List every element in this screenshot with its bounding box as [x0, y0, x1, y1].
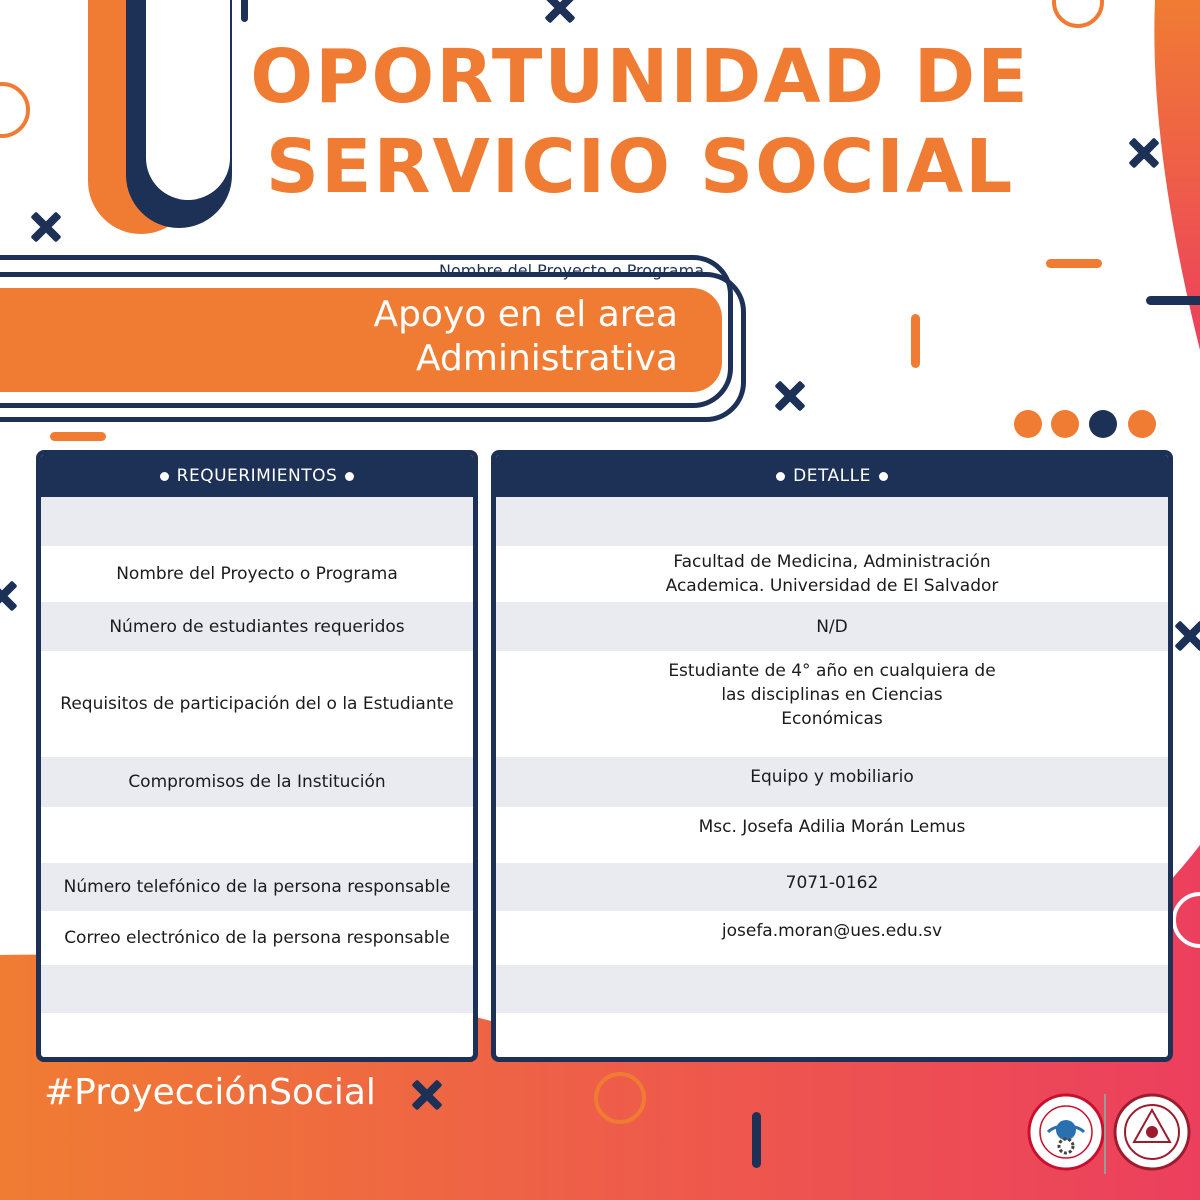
- cross-decoration: [30, 211, 62, 243]
- table-row: Msc. Josefa Adilia Morán Lemus: [698, 817, 966, 837]
- dot-orange: [1051, 410, 1079, 438]
- title-line-2: SERVICIO SOCIAL: [265, 124, 1015, 210]
- project-name-box: [0, 288, 722, 392]
- table-row: Requisitos de participación del o la Estudiante: [60, 694, 454, 714]
- navy-bar-right: [1146, 296, 1200, 305]
- details-header-label: DETALLE: [793, 466, 871, 486]
- bullet-icon: [345, 472, 354, 481]
- table-row: [41, 807, 473, 863]
- details-panel: [491, 450, 1173, 1062]
- table-row: Correo electrónico de la persona responsable: [64, 928, 450, 948]
- hashtag: #ProyecciónSocial: [44, 1072, 376, 1113]
- project-name-line-1: Apoyo en el area: [373, 294, 678, 335]
- cross-decoration: [1128, 137, 1160, 169]
- details-header: [496, 455, 1168, 497]
- dot-navy: [1089, 410, 1117, 438]
- project-label: Nombre del Proyecto o Programa: [438, 261, 704, 280]
- table-row: [496, 1013, 1168, 1057]
- cross-decoration: [774, 380, 806, 412]
- bullet-icon: [160, 472, 169, 481]
- orange-bar-right: [1046, 259, 1102, 268]
- table-row: Facultad de Medicina, Administración Academica. Universidad de El Salvador: [665, 552, 999, 596]
- dot-orange: [1128, 410, 1156, 438]
- cross-decoration: [544, 0, 576, 24]
- bullet-icon: [879, 472, 888, 481]
- table-row: [496, 497, 1168, 546]
- table-row: Compromisos de la Institución: [41, 757, 473, 807]
- table-row: N/D: [496, 602, 1168, 651]
- table-row: [41, 1013, 473, 1057]
- logo-divider: [1104, 1094, 1106, 1174]
- table-row: [41, 497, 473, 546]
- project-name-line-2: Administrativa: [416, 338, 678, 379]
- table-row: Nombre del Proyecto o Programa: [116, 564, 398, 584]
- white-pill-shape: [146, 0, 230, 200]
- table-row: [41, 965, 473, 1013]
- cross-decoration: [0, 580, 18, 612]
- requirements-panel: [36, 450, 478, 1062]
- table-row: Equipo y mobiliario: [496, 757, 1168, 807]
- requirements-header: [41, 455, 473, 497]
- orange-bar-vertical: [911, 314, 920, 368]
- title-line-1: OPORTUNIDAD DE: [250, 34, 1030, 120]
- bullet-icon: [776, 472, 785, 481]
- requirements-header-label: REQUERIMIENTOS: [176, 466, 338, 486]
- ring-bottom: [594, 1072, 646, 1124]
- orange-bar-left: [50, 432, 106, 441]
- navy-bar-top: [241, 0, 248, 22]
- university-seal-logo: [1112, 1092, 1192, 1172]
- table-row: [496, 965, 1168, 1013]
- table-row: 7071-0162: [496, 863, 1168, 911]
- table-row: josefa.moran@ues.edu.sv: [721, 921, 943, 941]
- cross-decoration: [1174, 620, 1200, 652]
- faculty-seal-logo: [1026, 1092, 1106, 1172]
- table-row: Número telefónico de la persona responsable: [41, 863, 473, 911]
- navy-bar-bottom: [752, 1112, 761, 1168]
- table-row: Estudiante de 4° año en cualquiera de las disciplinas en Ciencias Económicas: [668, 661, 996, 729]
- table-row: Número de estudiantes requeridos: [41, 602, 473, 651]
- cross-decoration: [411, 1079, 443, 1111]
- dot-orange: [1014, 410, 1042, 438]
